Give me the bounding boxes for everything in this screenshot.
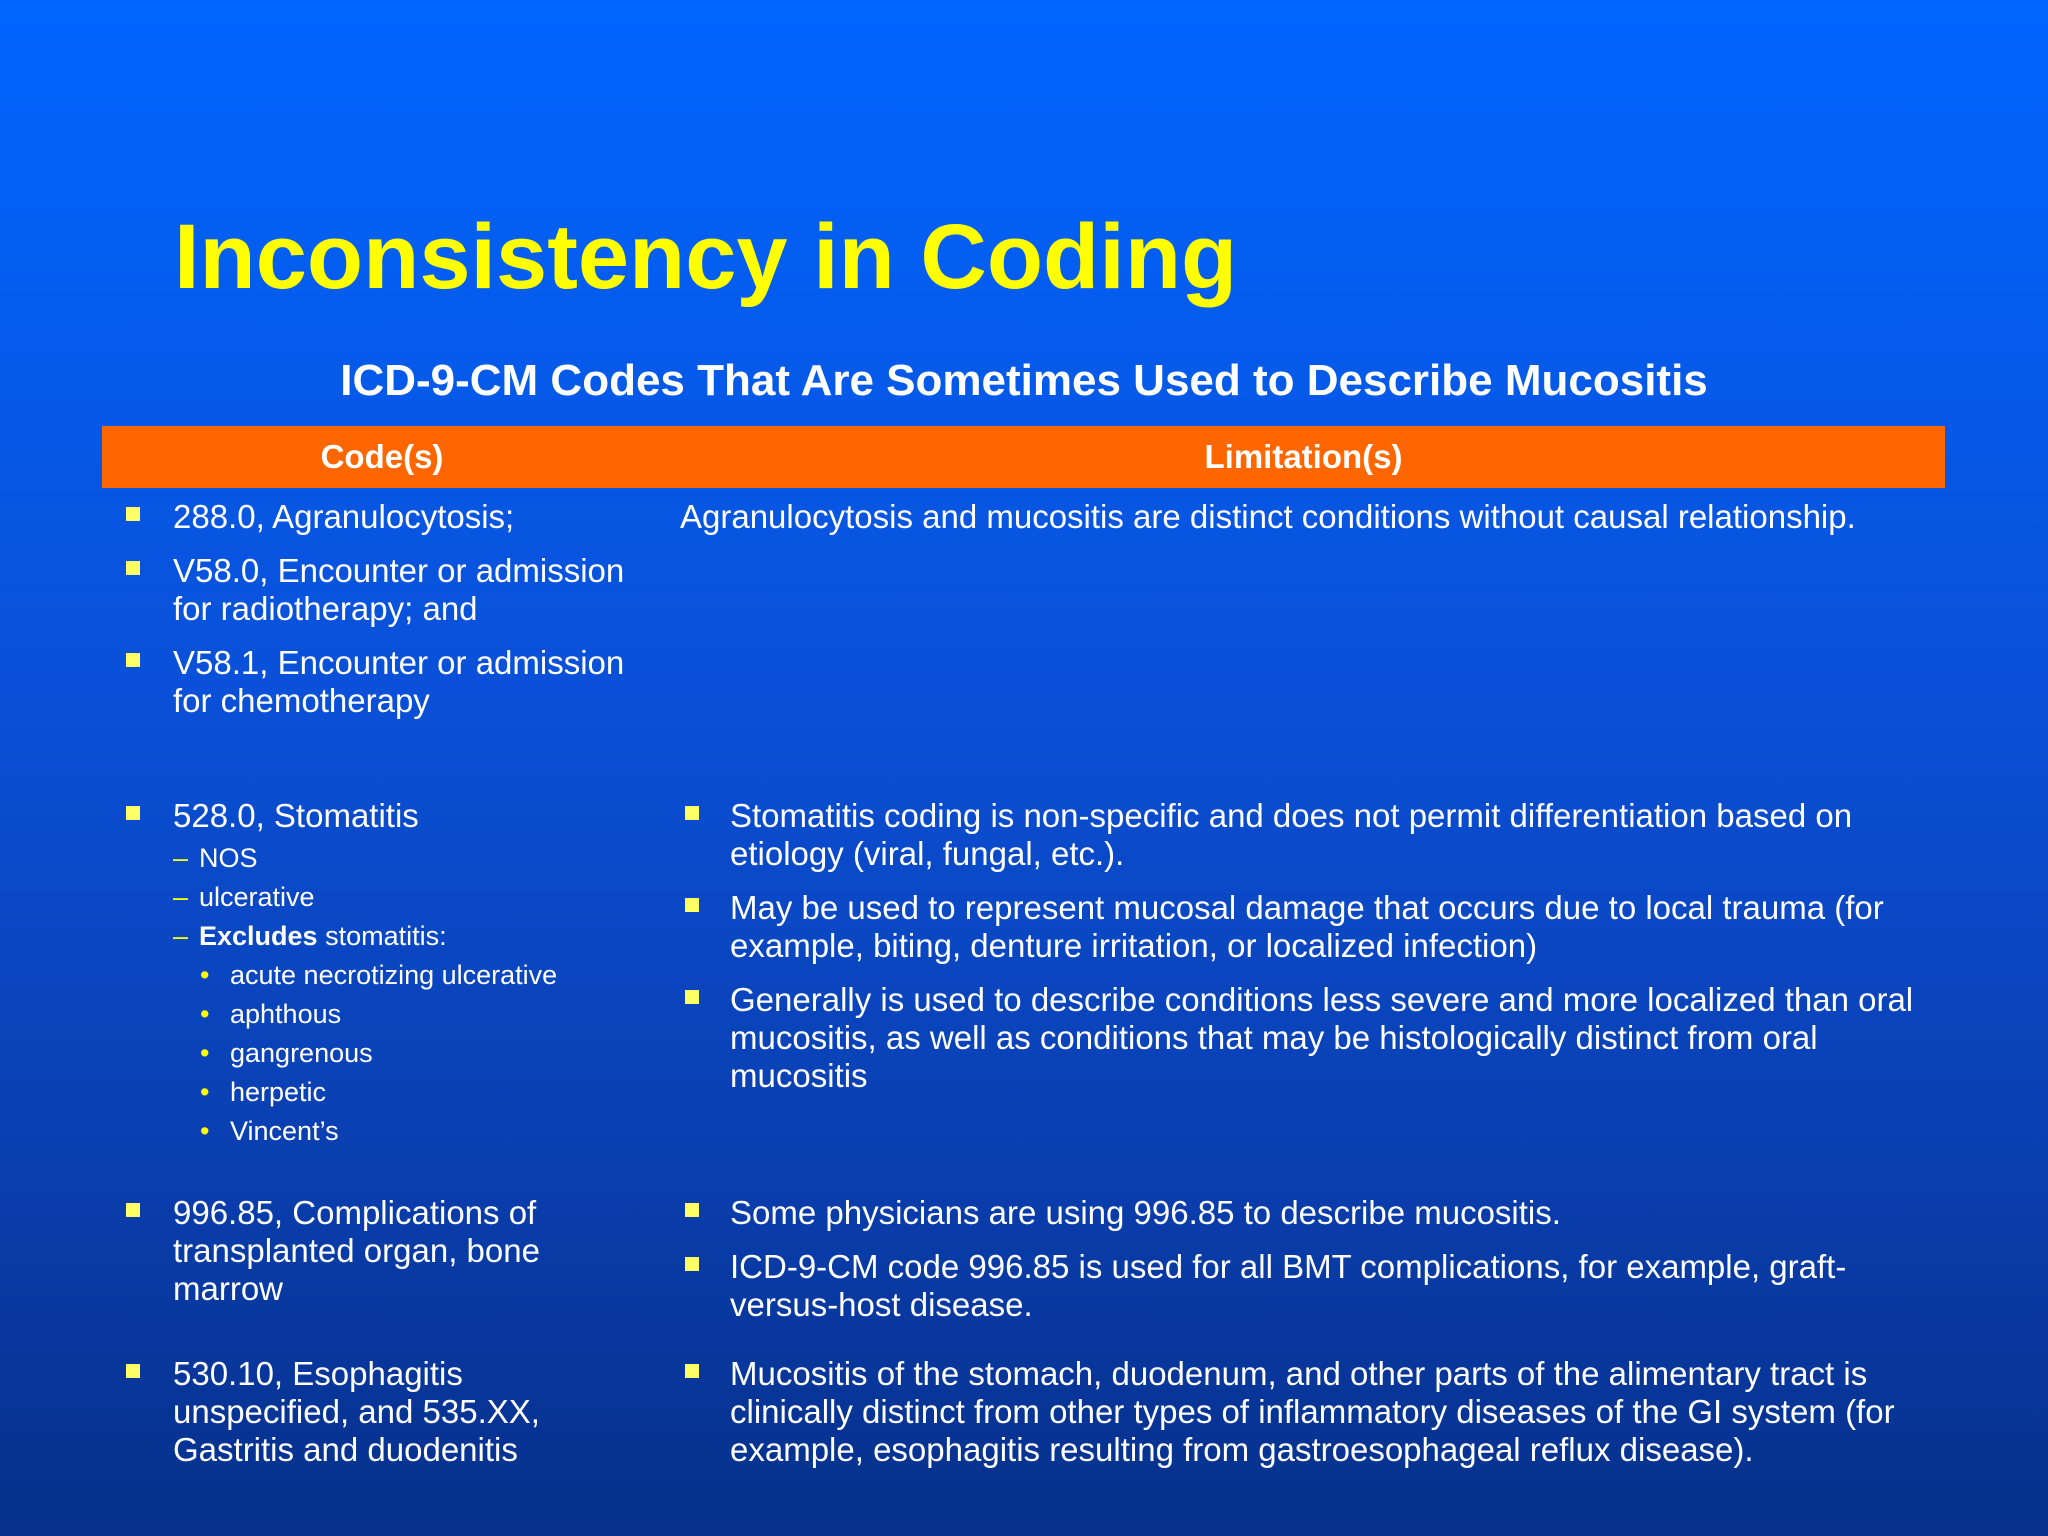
excluded-item: • gangrenous xyxy=(173,1034,640,1073)
square-bullet-icon xyxy=(126,806,140,820)
dash-bullet-icon: – xyxy=(173,843,189,873)
table-caption: ICD-9-CM Codes That Are Sometimes Used to Describe Mucositis xyxy=(340,356,1708,405)
codes-cell xyxy=(120,797,640,1167)
list-item: V58.1, Encounter or admission for chemotherapy xyxy=(120,644,640,720)
limitations-cell xyxy=(680,1355,1940,1485)
square-bullet-icon xyxy=(685,990,699,1004)
dot-bullet-icon: • xyxy=(200,1077,210,1107)
list-item: 996.85, Complications of transplanted organ, bone marrow xyxy=(120,1194,640,1308)
excluded-item: • acute necrotizing ulcerative xyxy=(173,956,640,995)
list-item: 288.0, Agranulocytosis; xyxy=(120,498,640,536)
dot-bullet-icon: • xyxy=(200,960,210,990)
dot-bullet-icon: • xyxy=(200,1038,210,1068)
square-bullet-icon xyxy=(685,1364,699,1378)
limitation-text: Agranulocytosis and mucositis are distinct conditions without causal relationship. xyxy=(680,498,1856,535)
sub-item: – Excludes stomatitis: • acute necrotizing ulcerative • aphthous • gangrenous • herpetic • Vincent’s xyxy=(173,917,640,1151)
list-item: Some physicians are using 996.85 to describe mucositis. xyxy=(680,1194,1940,1232)
excluded-item: • herpetic xyxy=(173,1073,640,1112)
list-item: 528.0, Stomatitis – NOS – ulcerative – Excludes stomatitis: • acute necrotizing ulcerative • aphthous • gangrenous • herpetic • Vincent’s xyxy=(120,797,640,1151)
square-bullet-icon xyxy=(126,1203,140,1217)
square-bullet-icon xyxy=(126,1364,140,1378)
square-bullet-icon xyxy=(685,1257,699,1271)
dot-bullet-icon: • xyxy=(200,999,210,1029)
excluded-item: • aphthous xyxy=(173,995,640,1034)
header-codes: Code(s) xyxy=(320,438,444,475)
slide-title: Inconsistency in Coding xyxy=(174,206,1238,308)
sub-item: – ulcerative xyxy=(173,878,640,917)
list-item: May be used to represent mucosal damage that occurs due to local trauma (for example, biting, denture irritation, or localized infection) xyxy=(680,889,1940,965)
list-item: Stomatitis coding is non-specific and does not permit differentiation based on etiology (viral, fungal, etc.). xyxy=(680,797,1940,873)
codes-cell xyxy=(120,498,640,736)
dot-bullet-icon: • xyxy=(200,1116,210,1146)
limitations-cell xyxy=(680,797,1940,1111)
list-item: V58.0, Encounter or admission for radiotherapy; and xyxy=(120,552,640,628)
header-limitations: Limitation(s) xyxy=(1204,438,1403,475)
limitations-cell xyxy=(680,498,1940,536)
excluded-item: • Vincent’s xyxy=(173,1112,640,1151)
list-item: Mucositis of the stomach, duodenum, and other parts of the alimentary tract is clinically distinct from other types of inflammatory diseases of the GI system (for example, esophagitis resulting from gastroesophageal reflux disease). xyxy=(680,1355,1940,1469)
codes-cell xyxy=(120,1194,640,1324)
list-item: Generally is used to describe conditions less severe and more localized than oral mucositis, as well as conditions that may be histologically distinct from oral mucositis xyxy=(680,981,1940,1095)
square-bullet-icon xyxy=(126,653,140,667)
dash-bullet-icon: – xyxy=(173,921,189,951)
square-bullet-icon xyxy=(685,898,699,912)
table-header xyxy=(102,426,1945,488)
codes-cell xyxy=(120,1355,640,1485)
sub-item: – NOS xyxy=(173,839,640,878)
square-bullet-icon xyxy=(126,507,140,521)
list-item: ICD-9-CM code 996.85 is used for all BMT complications, for example, graft-versus-host disease. xyxy=(680,1248,1940,1324)
limitations-cell xyxy=(680,1194,1940,1340)
square-bullet-icon xyxy=(685,806,699,820)
square-bullet-icon xyxy=(685,1203,699,1217)
dash-bullet-icon: – xyxy=(173,882,189,912)
square-bullet-icon xyxy=(126,561,140,575)
list-item: 530.10, Esophagitis unspecified, and 535.XX, Gastritis and duodenitis xyxy=(120,1355,640,1469)
